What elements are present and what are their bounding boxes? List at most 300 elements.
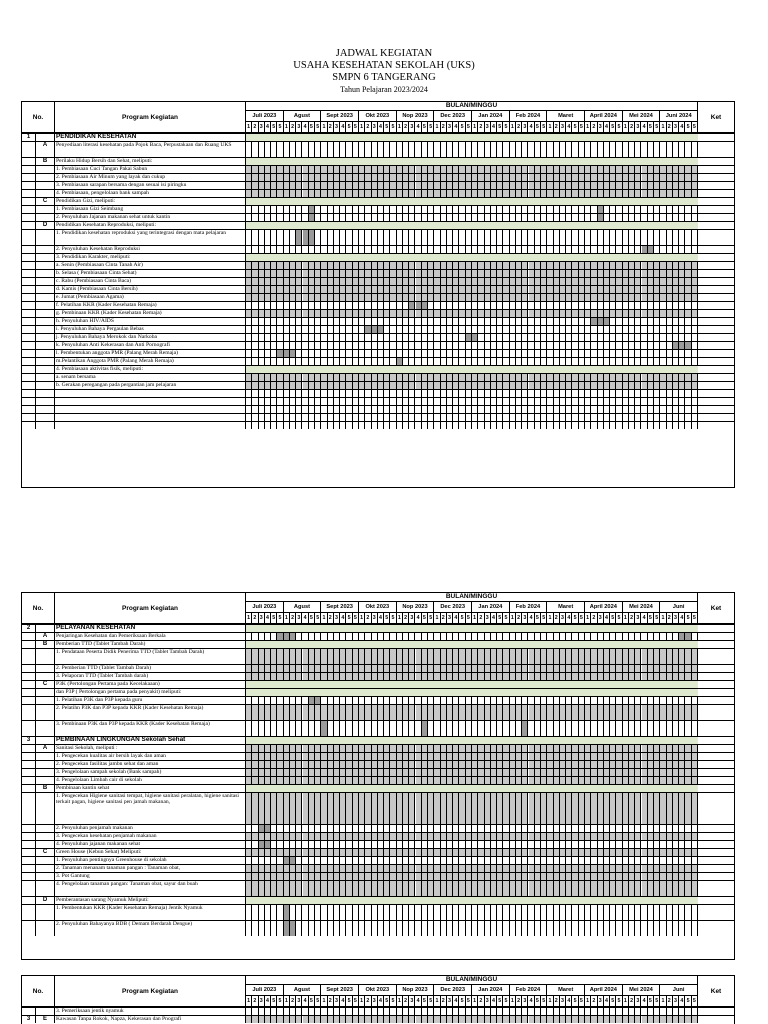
header-week: 4 xyxy=(265,613,271,623)
header-week: 4 xyxy=(604,122,610,132)
activity-row xyxy=(22,672,734,680)
header-program: Program Kegiatan xyxy=(55,593,246,623)
header-week: 4 xyxy=(604,613,610,623)
header-week: 3 xyxy=(560,996,566,1006)
week-grid xyxy=(246,334,698,341)
activity-name: PELAYANAN KESEHATAN xyxy=(55,625,246,632)
header-week: 5 xyxy=(384,613,390,623)
header-week: 3 xyxy=(296,613,302,623)
activity-row xyxy=(22,648,734,664)
activity-name: 2. Penyuluhan Jajanan makanan sehat untuk kantin xyxy=(55,214,246,221)
ket-cell xyxy=(698,294,734,301)
week-grid xyxy=(246,246,698,253)
header-week: 2 xyxy=(516,122,522,132)
activity-name: 2. Penyuluhan penjamah makanan xyxy=(55,825,246,832)
row-number xyxy=(22,905,36,920)
header-week: 2 xyxy=(365,122,371,132)
activity-name xyxy=(55,398,246,405)
activity-name: 4. Penyuluhan jajanan makanan sehat xyxy=(55,841,246,848)
week-grid xyxy=(246,374,698,381)
activity-name: 3. Pelaporan TTD (Tablet Tambah darah) xyxy=(55,673,246,680)
row-number xyxy=(22,294,36,301)
header-week: 5 xyxy=(616,996,622,1006)
row-subsection xyxy=(36,134,55,141)
header-week: 5 xyxy=(535,613,541,623)
activity-name: h. Penyuluhan HIV/AIDS xyxy=(55,318,246,325)
header-week: 3 xyxy=(447,122,453,132)
activity-name: 2. Tanaman menanam tanaman pangan : Tanaman obat, xyxy=(55,865,246,872)
header-ket: Ket xyxy=(710,604,722,612)
row-number xyxy=(22,310,36,317)
ket-cell xyxy=(698,705,734,720)
week-grid xyxy=(246,230,698,245)
row-number xyxy=(22,342,36,349)
activity-row xyxy=(22,373,734,381)
week-grid xyxy=(246,649,698,664)
header-week: 3 xyxy=(409,122,415,132)
row-number: 3 xyxy=(22,737,36,744)
section-fill xyxy=(246,737,698,744)
activity-name: 2. Pemberian TTD (Tablet Tambah Darah) xyxy=(55,665,246,672)
header-week: 1 xyxy=(434,613,440,623)
activity-row xyxy=(22,141,734,157)
table-header xyxy=(22,102,734,133)
row-number xyxy=(22,721,36,736)
header-month: Sept 2023 xyxy=(321,111,359,122)
header-week: 5 xyxy=(459,996,465,1006)
header-week: 5 xyxy=(503,996,509,1006)
ket-cell xyxy=(698,745,734,752)
header-week: 5 xyxy=(616,122,622,132)
header-week: 2 xyxy=(441,996,447,1006)
ket-cell xyxy=(698,665,734,672)
row-number xyxy=(22,705,36,720)
ket-cell xyxy=(698,1016,734,1023)
row-subsection xyxy=(36,705,55,720)
header-month: Agust xyxy=(284,602,322,613)
activity-name xyxy=(55,414,246,421)
section-fill xyxy=(246,625,698,632)
week-grid xyxy=(246,881,698,896)
ket-cell xyxy=(698,222,734,229)
row-subsection: C xyxy=(36,849,55,856)
ket-cell xyxy=(698,881,734,896)
ket-cell xyxy=(698,374,734,381)
row-subsection xyxy=(36,905,55,920)
header-week: 5 xyxy=(459,613,465,623)
header-month: Juli 2023 xyxy=(246,985,284,996)
row-subsection xyxy=(36,857,55,864)
header-no: No. xyxy=(22,102,55,132)
header-week: 1 xyxy=(321,613,327,623)
row-subsection xyxy=(36,737,55,744)
header-week: 4 xyxy=(679,613,685,623)
activity-name: dan P3P ( Pertolongan pertama pada penyakit) meliputi: xyxy=(55,689,246,696)
row-subsection xyxy=(36,262,55,269)
section-fill xyxy=(246,897,698,904)
header-week: 1 xyxy=(510,122,516,132)
activity-name: i. Penyuluhan Bahaya Pergaulan Bebas xyxy=(55,326,246,333)
header-week: 5 xyxy=(309,996,315,1006)
header-week: 3 xyxy=(522,613,528,623)
header-week: 1 xyxy=(472,613,478,623)
week-grid xyxy=(246,825,698,832)
header-week: 2 xyxy=(365,996,371,1006)
row-number xyxy=(22,374,36,381)
header-week: 4 xyxy=(453,996,459,1006)
activity-name: m.Pelantikan Anggota PMR (Palang Merah Remaja) xyxy=(55,358,246,365)
ket-cell xyxy=(698,358,734,365)
ket-cell xyxy=(698,753,734,760)
header-month: Nop 2023 xyxy=(397,111,435,122)
header-week: 2 xyxy=(554,613,560,623)
activity-name: Pemberian TTD (Tablet Tambah Darah) xyxy=(55,641,246,648)
activity-name: b. Gerakan peregangan pada pergantian jam pelajaran xyxy=(55,382,246,389)
header-week: 4 xyxy=(566,122,572,132)
row-subsection xyxy=(36,230,55,245)
header-week: 1 xyxy=(434,996,440,1006)
ket-cell xyxy=(698,785,734,792)
row-subsection xyxy=(36,833,55,840)
week-grid xyxy=(246,390,698,397)
activity-row xyxy=(22,189,734,197)
activity-name: e. Jumat (Pembiasaan Agama) xyxy=(55,294,246,301)
header-week: 5 xyxy=(541,996,547,1006)
row-number xyxy=(22,334,36,341)
header-week: 2 xyxy=(328,122,334,132)
row-subsection: A xyxy=(36,745,55,752)
ket-cell xyxy=(698,761,734,768)
header-week: 1 xyxy=(660,996,666,1006)
header-week: 5 xyxy=(346,122,352,132)
row-subsection: B xyxy=(36,785,55,792)
activity-row xyxy=(22,397,734,405)
row-number xyxy=(22,350,36,357)
activity-name: Sanitasi Sekolah, meliputi : xyxy=(55,745,246,752)
header-week: 5 xyxy=(648,613,654,623)
row-number xyxy=(22,769,36,776)
header-month: Dec 2023 xyxy=(434,111,472,122)
week-grid xyxy=(246,697,698,704)
row-subsection: C xyxy=(36,681,55,688)
section-row xyxy=(22,736,734,744)
ket-cell xyxy=(698,214,734,221)
header-week: 2 xyxy=(441,613,447,623)
activity-name: Kawasan Tanpa Rokok, Napza, Kekerasan dan Pnografi xyxy=(55,1016,246,1023)
header-week: 5 xyxy=(535,122,541,132)
activity-name: 1. Pembiasaan Cuci Tangan Pakai Sabun xyxy=(55,166,246,173)
header-week: 4 xyxy=(642,613,648,623)
header-week: 3 xyxy=(635,122,641,132)
row-subsection xyxy=(36,286,55,293)
header-week: 4 xyxy=(529,996,535,1006)
ket-cell xyxy=(698,793,734,824)
week-grid xyxy=(246,769,698,776)
header-month: Mei 2024 xyxy=(623,111,661,122)
header-week: 1 xyxy=(623,122,629,132)
activity-row xyxy=(22,381,734,389)
ket-cell xyxy=(698,849,734,856)
ket-cell xyxy=(698,649,734,664)
week-grid xyxy=(246,721,698,736)
activity-row xyxy=(22,421,734,429)
row-number xyxy=(22,302,36,309)
header-no: No. xyxy=(22,976,55,1006)
row-number xyxy=(22,198,36,205)
activity-name: Perilaku Hidup Bersih dan Sehat, meliputi: xyxy=(55,158,246,165)
activity-row xyxy=(22,904,734,920)
header-week: 1 xyxy=(321,122,327,132)
activity-row xyxy=(22,704,734,720)
ket-cell xyxy=(698,206,734,213)
activity-name: Pembinaan kantin sehat xyxy=(55,785,246,792)
row-subsection xyxy=(36,414,55,421)
activity-row xyxy=(22,317,734,325)
header-week: 5 xyxy=(497,122,503,132)
activity-name: 1. Pelatihan P3K dan P3P kepada guru xyxy=(55,697,246,704)
header-week: 2 xyxy=(365,613,371,623)
header-week: 5 xyxy=(422,613,428,623)
header-week: 5 xyxy=(459,122,465,132)
header-week: 1 xyxy=(585,122,591,132)
header-week: 3 xyxy=(409,613,415,623)
activity-row xyxy=(22,157,734,165)
header-week: 4 xyxy=(491,613,497,623)
activity-name: 3. Pot Gantung xyxy=(55,873,246,880)
header-week: 2 xyxy=(252,122,258,132)
section-fill xyxy=(246,641,698,648)
activity-row xyxy=(22,309,734,317)
header-week: 2 xyxy=(591,122,597,132)
row-subsection: A xyxy=(36,633,55,640)
header-week: 2 xyxy=(629,996,635,1006)
activity-name: c. Rabu (Pembiasaan Cinta Baca) xyxy=(55,278,246,285)
week-grid xyxy=(246,262,698,269)
header-week: 1 xyxy=(547,613,553,623)
header-week: 5 xyxy=(466,996,472,1006)
activity-row xyxy=(22,173,734,181)
header-week: 5 xyxy=(384,996,390,1006)
header-month: Jan 2024 xyxy=(472,111,510,122)
week-grid xyxy=(246,905,698,920)
header-week: 2 xyxy=(667,613,673,623)
row-subsection xyxy=(36,174,55,181)
activity-name: 1. Pembentukan KKR (Kader Kesehatan Remaja) Jentik Nyamuk xyxy=(55,905,246,920)
activity-name: 1. Pendidikan kesehatan reproduksi yang terintegrasi dengan mata pelajaran xyxy=(55,230,246,245)
week-grid xyxy=(246,673,698,680)
row-subsection: B xyxy=(36,158,55,165)
header-week: 4 xyxy=(679,122,685,132)
activity-row xyxy=(22,856,734,864)
header-ket: Ket xyxy=(710,113,722,121)
activity-row xyxy=(22,632,734,640)
header-week: 3 xyxy=(259,122,265,132)
header-week: 4 xyxy=(416,613,422,623)
row-number xyxy=(22,665,36,672)
activity-name xyxy=(55,406,246,413)
header-week: 4 xyxy=(679,996,685,1006)
row-number xyxy=(22,398,36,405)
row-subsection: D xyxy=(36,222,55,229)
activity-row xyxy=(22,920,734,936)
row-number xyxy=(22,881,36,896)
activity-row xyxy=(22,365,734,373)
activity-name: 1. Penyuluhan pentingnya Greenhouse di sekolah xyxy=(55,857,246,864)
header-week: 1 xyxy=(623,613,629,623)
ket-cell xyxy=(698,681,734,688)
header-week: 3 xyxy=(447,996,453,1006)
header-week: 3 xyxy=(296,996,302,1006)
header-week: 3 xyxy=(522,996,528,1006)
row-subsection xyxy=(36,182,55,189)
header-week: 5 xyxy=(353,122,359,132)
header-week: 1 xyxy=(434,122,440,132)
ket-cell xyxy=(698,350,734,357)
row-number xyxy=(22,318,36,325)
header-program: Program Kegiatan xyxy=(55,102,246,132)
row-number xyxy=(22,270,36,277)
ket-cell xyxy=(698,382,734,389)
header-week: 2 xyxy=(516,613,522,623)
ket-cell xyxy=(698,310,734,317)
week-grid xyxy=(246,865,698,872)
header-week: 5 xyxy=(692,613,698,623)
header-week: 1 xyxy=(397,613,403,623)
row-subsection xyxy=(36,214,55,221)
ket-cell xyxy=(698,769,734,776)
header-week: 5 xyxy=(692,122,698,132)
ket-cell xyxy=(698,737,734,744)
header-no: No. xyxy=(22,593,55,623)
header-week: 1 xyxy=(284,613,290,623)
header-week: 2 xyxy=(290,613,296,623)
row-number xyxy=(22,673,36,680)
header-week: 5 xyxy=(428,613,434,623)
header-week: 5 xyxy=(315,996,321,1006)
ket-cell xyxy=(698,673,734,680)
activity-name: 1. Pembiasaan Gizi Seimbang xyxy=(55,206,246,213)
ket-cell xyxy=(698,422,734,429)
header-week: 4 xyxy=(303,996,309,1006)
ket-cell xyxy=(698,262,734,269)
header-week: 2 xyxy=(328,996,334,1006)
row-number xyxy=(22,921,36,936)
activity-name xyxy=(55,390,246,397)
header-week: 1 xyxy=(660,122,666,132)
section-fill xyxy=(246,689,698,696)
activity-name: 4. Pembiasaan aktivitas fisik, meliputi: xyxy=(55,366,246,373)
header-week: 5 xyxy=(466,613,472,623)
header-week: 4 xyxy=(529,122,535,132)
header-week: 5 xyxy=(390,996,396,1006)
section-fill xyxy=(246,158,698,165)
row-subsection xyxy=(36,865,55,872)
header-month: Okt 2023 xyxy=(359,602,397,613)
header-month: Maret xyxy=(547,111,585,122)
header-week: 2 xyxy=(516,996,522,1006)
week-grid xyxy=(246,761,698,768)
activity-name: 2. Pengecekan fasilitas jambn sehat dan aman xyxy=(55,761,246,768)
header-week: 4 xyxy=(642,122,648,132)
header-week: 5 xyxy=(535,996,541,1006)
header-month: Nop 2023 xyxy=(397,602,435,613)
row-number xyxy=(22,857,36,864)
header-week: 5 xyxy=(277,613,283,623)
header-program: Program Kegiatan xyxy=(55,976,246,1006)
row-number xyxy=(22,206,36,213)
header-month: Dec 2023 xyxy=(434,985,472,996)
table-header xyxy=(22,976,734,1007)
header-month: Mei 2024 xyxy=(623,985,661,996)
row-subsection xyxy=(36,270,55,277)
activity-row xyxy=(22,696,734,704)
header-week: 2 xyxy=(554,996,560,1006)
row-number xyxy=(22,865,36,872)
header-week: 2 xyxy=(403,996,409,1006)
row-subsection xyxy=(36,825,55,832)
row-number xyxy=(22,897,36,904)
row-subsection xyxy=(36,318,55,325)
ket-cell xyxy=(698,921,734,936)
row-number xyxy=(22,230,36,245)
ket-cell xyxy=(698,414,734,421)
header-week: 5 xyxy=(353,613,359,623)
ket-cell xyxy=(698,318,734,325)
header-week: 1 xyxy=(547,122,553,132)
row-number xyxy=(22,142,36,157)
activity-name: 2. Pelatihn P3K dan P3P kepada KKR (Kader Kesehatan Remaja) xyxy=(55,705,246,720)
row-number xyxy=(22,262,36,269)
title-uks: USAHA KESEHATAN SEKOLAH (UKS) xyxy=(293,60,475,71)
header-week: 3 xyxy=(372,613,378,623)
header-week: 3 xyxy=(372,996,378,1006)
row-subsection xyxy=(36,374,55,381)
header-month: Maret xyxy=(547,602,585,613)
activity-name: g. Pembinaan KKR (Kader Kesehatan Remaja) xyxy=(55,310,246,317)
activity-name: 3. Pemeriksaan jentik nyamuk xyxy=(55,1008,246,1015)
row-subsection xyxy=(36,625,55,632)
header-bulan-minggu: BULAN/MINGGU xyxy=(246,102,698,111)
section-row xyxy=(22,624,734,632)
ket-cell xyxy=(698,158,734,165)
activity-row xyxy=(22,221,734,229)
row-subsection xyxy=(36,753,55,760)
header-week: 1 xyxy=(472,122,478,132)
header-week: 4 xyxy=(340,122,346,132)
section-fill xyxy=(246,222,698,229)
header-week: 3 xyxy=(673,122,679,132)
header-week: 1 xyxy=(284,996,290,1006)
row-number xyxy=(22,182,36,189)
header-week: 2 xyxy=(441,122,447,132)
schedule-table-page1 xyxy=(21,101,735,488)
row-number xyxy=(22,1008,36,1015)
row-subsection xyxy=(36,721,55,736)
header-week: 3 xyxy=(447,613,453,623)
header-week: 1 xyxy=(397,996,403,1006)
ket-cell xyxy=(698,398,734,405)
ket-cell xyxy=(698,865,734,872)
activity-row xyxy=(22,165,734,173)
row-number xyxy=(22,873,36,880)
ket-cell xyxy=(698,254,734,261)
header-month: Dec 2023 xyxy=(434,602,472,613)
header-week: 5 xyxy=(654,996,660,1006)
ket-cell xyxy=(698,777,734,784)
ket-cell xyxy=(698,641,734,648)
activity-name: d. Kamis (Pembiasaan Cinta Bersih) xyxy=(55,286,246,293)
header-week: 5 xyxy=(610,122,616,132)
